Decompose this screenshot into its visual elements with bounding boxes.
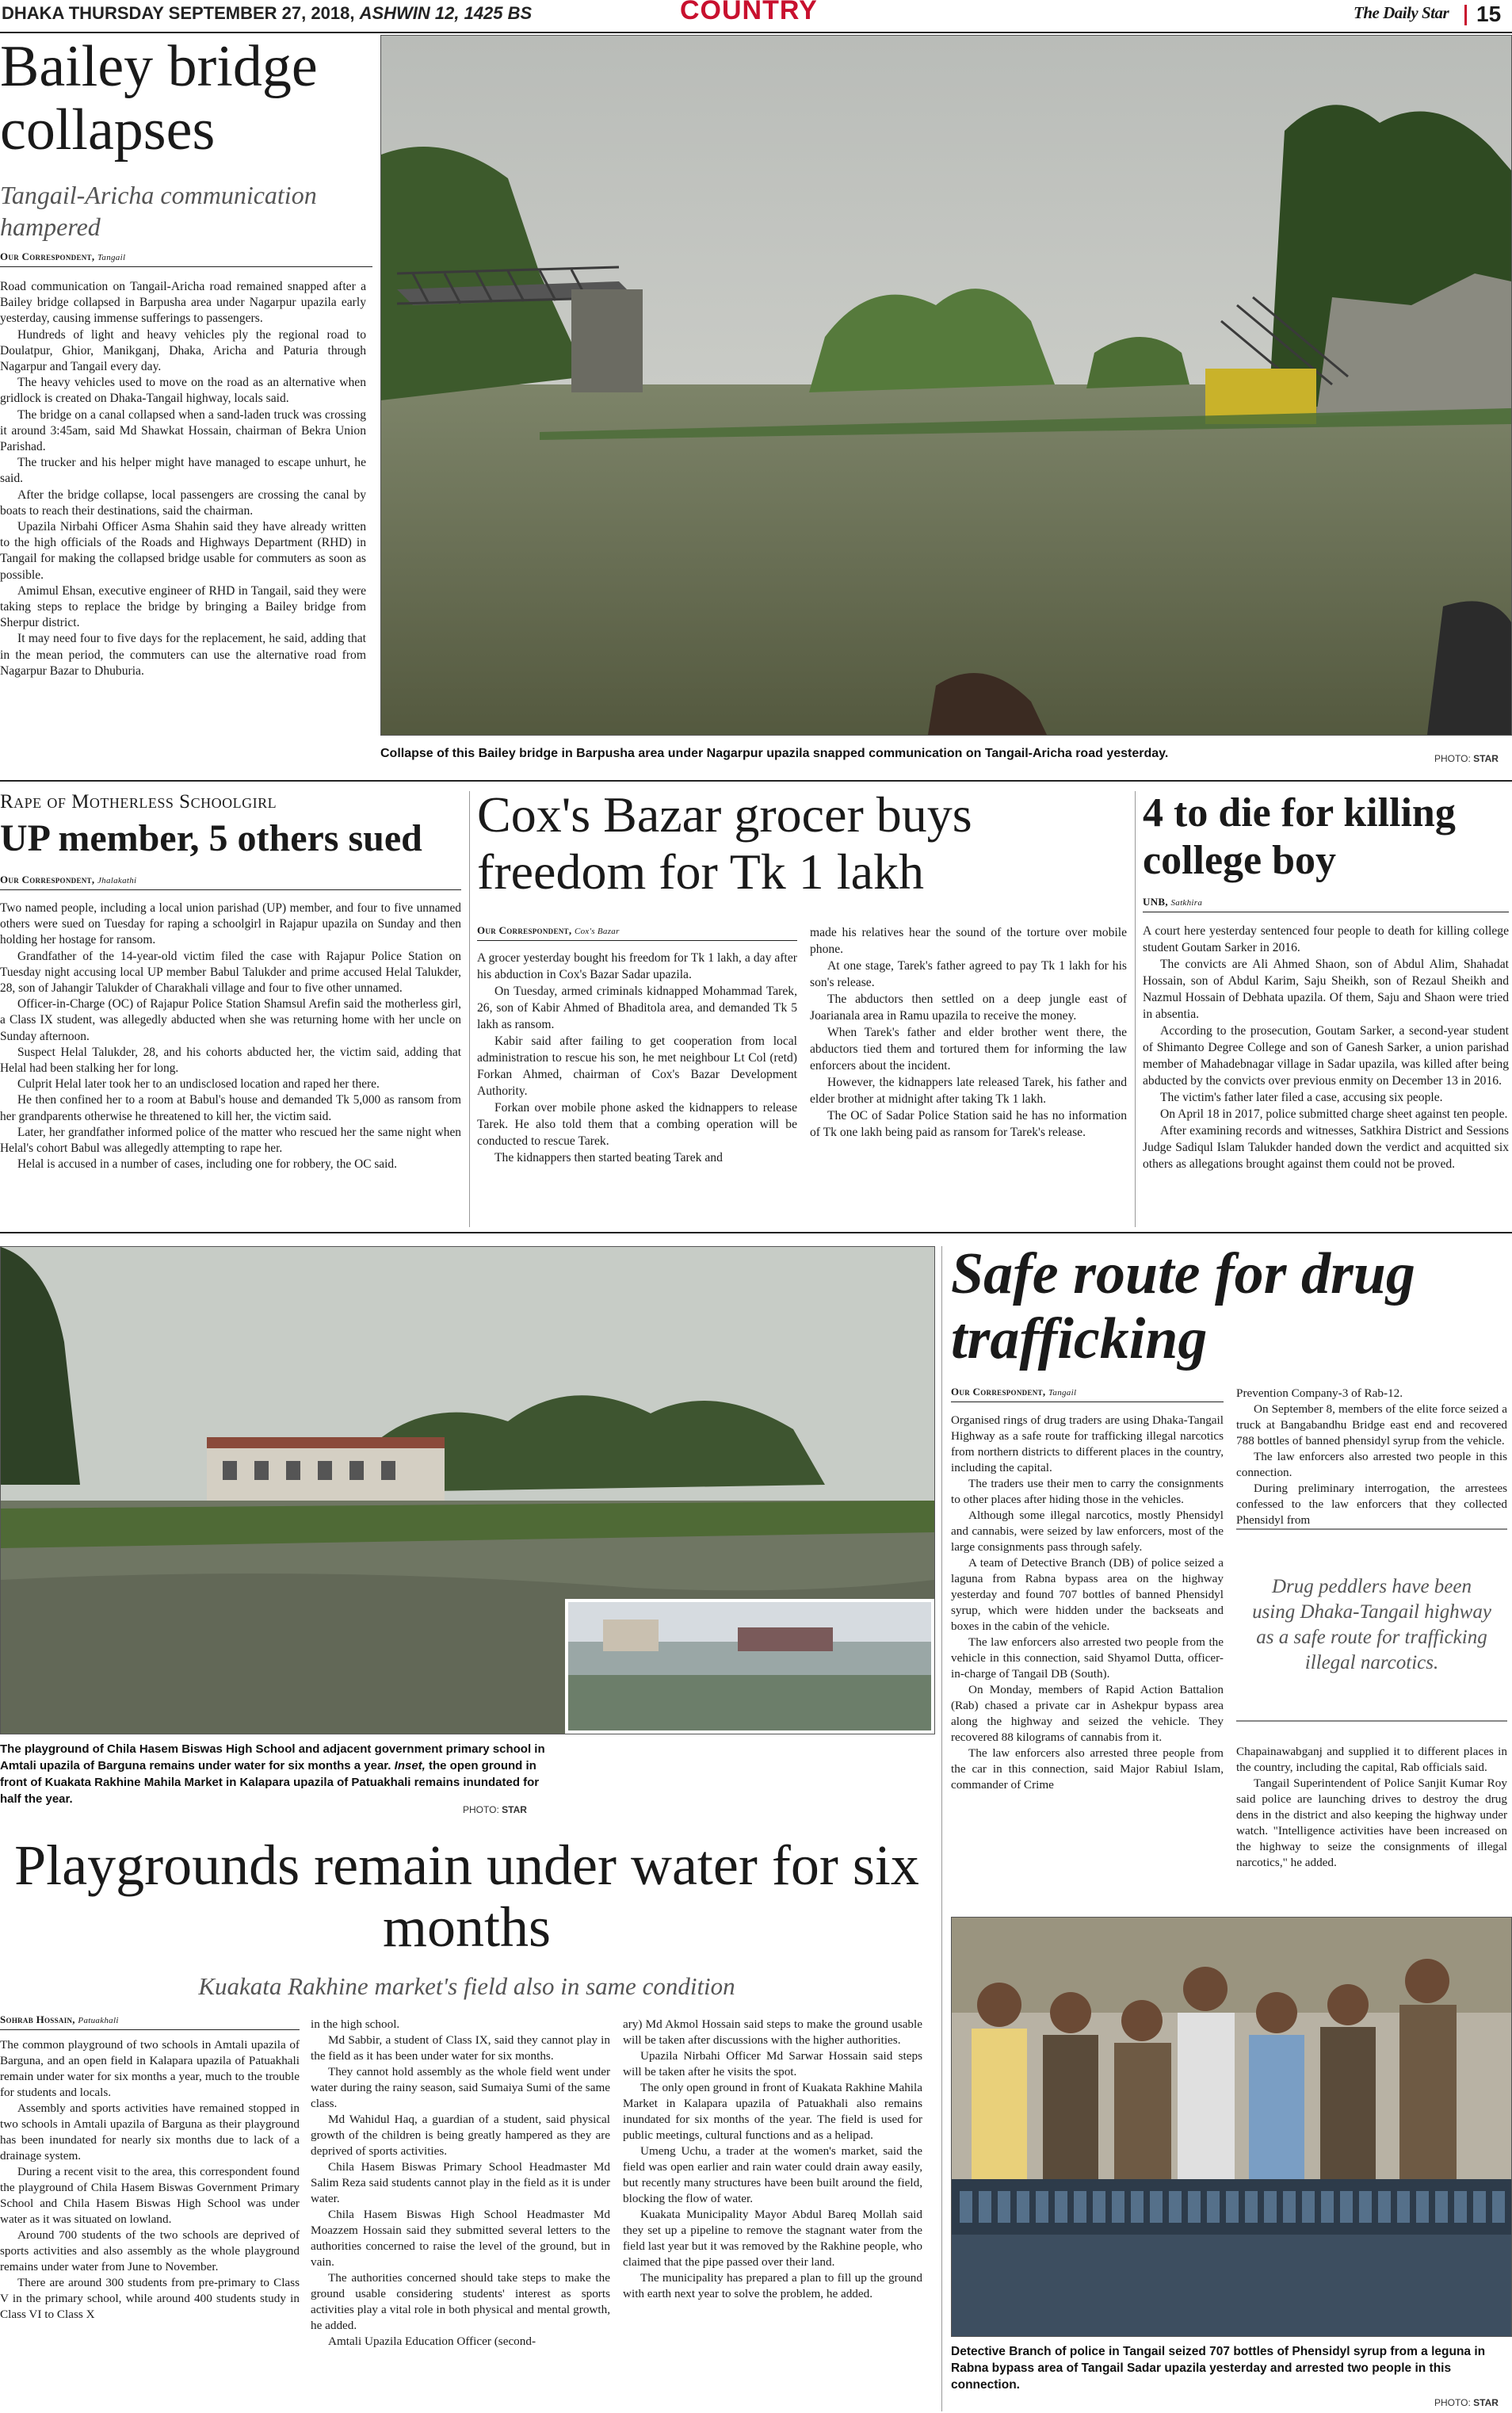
up-kicker: Rape of Motherless Schoolgirl <box>0 791 277 813</box>
coxs-body-col2: made his relatives hear the sound of the torture over mobile phone. At one stage, Tarek's father agreed to pay Tk 1 lakh for his son's release. The abductors then settled on a deep jungle east of Joarianala area in Ramu upazila to receive the money. When Tarek's father and elder brother went there, the abductors tied them and tortured them for informing the law enforcers about the incident. However, the kidnappers late released Tarek, his father and elder brother at midnight after taking Tk 1 lakh. The OC of Sadar Police Station said he has no information of Tk one lakh being paid as ransom for Tarek's release. <box>810 926 1127 1139</box>
drug-byline: Our Correspondent, Tangail <box>951 1386 1224 1402</box>
playground-headline: Playgrounds remain under water for six months <box>14 1834 919 1959</box>
section-rule-2 <box>0 1232 1512 1233</box>
column-rule <box>1135 791 1136 1227</box>
masthead <box>0 0 1512 32</box>
column-rule <box>469 791 470 1227</box>
section-rule-1 <box>0 780 1512 782</box>
newspaper-logo: The Daily Star <box>1354 3 1449 22</box>
playground-byline: Sohrab Hossain, Patuakhali <box>0 2013 300 2030</box>
masthead-rule <box>0 32 1512 33</box>
page-number: 15 <box>1476 2 1502 26</box>
playground-photo <box>0 1246 935 1734</box>
bailey-byline: Our Correspondent, Tangail <box>0 250 372 267</box>
die-headline: 4 to die for killing college boy <box>1143 790 1456 883</box>
drug-pullquote: Drug peddlers have been using Dhaka-Tangail highway as a safe route for trafficking illegal narcotics. <box>1252 1576 1491 1673</box>
drug-caption: Detective Branch of police in Tangail seized 707 bottles of Phensidyl syrup from a leguna in Rabna bypass area of Tangail Sadar upazila yesterday and arrested two people in this connection. <box>951 2345 1486 2392</box>
section-title: COUNTRY <box>680 0 818 25</box>
police-arrest-illustration <box>952 1918 1511 2336</box>
playground-subhead: Kuakata Rakhine market's field also in same condition <box>198 1972 735 2000</box>
drug-body-col2b: Chapainawabganj and supplied it to different places in the country, including the capital, Rab officials said. Tangail Superintendent of Police Sanjit Kumar Roy said police are launching drives to destroy the drug dens in the district and also keeping the highway under watch. "Intelligence activities have been increased on the highway to seize the consignments of illegal narcotics," he added. <box>1236 1745 1507 1869</box>
up-byline: Our Correspondent, Jhalakathi <box>0 874 461 890</box>
coxs-body-col1: A grocer yesterday bought his freedom for Tk 1 lakh, a day after his abduction in Cox's Bazar Sadar upazila. On Tuesday, armed criminals kidnapped Mohammad Tarek, 26, son of Kabir Ahmed of Bhaditola area, and demanded Tk 5 lakh as ransom. Kabir said after failing to get cooperation from local administration to rescue his son, he met neighbour Lt Col (retd) Forkan Ahmed, chairman of Cox's Bazar Development Authority. Forkan over mobile phone asked the kidnappers to release Tarek. He also told them that a combing operation will be conducted to rescue Tarek. The kidnappers then started beating Tarek and <box>477 951 797 1164</box>
bailey-headline: Bailey bridge collapses <box>0 34 318 163</box>
drug-body-col2a: Prevention Company-3 of Rab-12. On September 8, members of the elite force seized a truck at Bangabandhu Bridge east end and recovered 788 bottles of banned phensidyl syrup from the vehicle. The law enforcers also arrested two people in this connection. During preliminary interrogation, the arrestees confessed to the law enforcers that they collected Phensidyl from <box>1236 1386 1507 1527</box>
playground-body-col2: in the high school. Md Sabbir, a student of Class IX, said they cannot play in the field as it has been under water for six months. They cannot hold assembly as the whole field went under water during the rainy season, said Sumaiya Sumi of the same class. Md Wahidul Haq, a guardian of a student, said physical growth of the children is being greatly hampered as they are deprived of sports activities. Chila Hasem Biswas Primary School Headmaster Md Salim Reza said students cannot play in the field as it is under water. Chila Hasem Biswas High School Headmaster Md Moazzem Hossain said they submitted several letters to the authorities concerned to raise the level of the ground, but in vain. The authorities concerned should take steps to make the ground usable considering students' interest as sports activities play a vital role in both physical and mental growth, he added. Amtali Upazila Education Officer (second- <box>311 2017 610 2348</box>
flooded-playground-illustration <box>1 1247 934 1734</box>
page-divider <box>1464 5 1467 25</box>
bailey-caption: Collapse of this Bailey bridge in Barpusha area under Nagarpur upazila snapped communication on Tangail-Aricha road yesterday. <box>380 747 1169 760</box>
bailey-bridge-photo <box>380 35 1512 736</box>
drug-pullquote-box <box>1236 1528 1507 1722</box>
dateline: DHAKA THURSDAY SEPTEMBER 27, 2018, ASHWIN 12, 1425 BS <box>2 3 533 23</box>
up-body: Two named people, including a local union parishad (UP) member, and four to five unnamed others were sued on Tuesday for raping a schoolgirl in Rajapur upazila on Sunday and then holding her hostage for ransom. Grandfather of the 14-year-old victim filed the case with Rajapur Police Station on Tuesday night accusing local UP member Babul Talukder and prime accused Helal Talukder, 28, son of Jahangir Talukder of Charakhali village and four to five other unnamed. Officer-in-Charge (OC) of Rajapur Police Station Shamsul Arefin said the motherless girl, a Class IX student, was allegedly abducted when she was returning home with her uncle on Sunday afternoon. Suspect Helal Talukder, 28, and his cohorts abducted her, the victim said, adding that Helal had been stalking her for long. Culprit Helal later took her to an undisclosed location and raped her there. He then confined her to a room at Babul's house and demanded Tk 5,000 as ransom from her grandparents otherwise he threatened to kill her, the victim said. Later, her grandfather informed police of the matter who rescued her the same night when Helal's cohort Babul was allegedly attempting to rape her. Helal is accused in a number of cases, including one for robbery, the OC said. <box>0 901 461 1172</box>
drug-seizure-photo <box>951 1917 1512 2337</box>
drug-body-col1: Organised rings of drug traders are using Dhaka-Tangail Highway as a safe route for trafficking illegal narcotics from northern districts to different places in the country, including the capital. The traders use their men to carry the consignments to other places after hiding those in the vehicles. Although some illegal narcotics, mostly Phensidyl and cannabis, were seized by law enforcers, most of the large consignments pass through safely. A team of Detective Branch (DB) of police seized a laguna from Rabna bypass area on the highway yesterday and found 707 bottles of banned Phensidyl syrup, which were hidden under the backseats and boxes in the cabin of the vehicle. The law enforcers also arrested two people from the vehicle in this connection, said Shyamol Dutta, officer-in-charge of Tangail DB (South). On Monday, members of Rapid Action Battalion (Rab) chased a private car in Ashekpur bypass area along the highway and seized the vehicle. They recovered 88 kilograms of cannabis from it. The law enforcers also arrested three people from the car in this connection, said Major Rabiul Islam, commander of Crime <box>951 1413 1224 1792</box>
up-headline: UP member, 5 others sued <box>0 817 422 859</box>
column-rule <box>941 1246 942 2411</box>
coxs-headline: Cox's Bazar grocer buys freedom for Tk 1 lakh <box>477 786 972 900</box>
die-body: A court here yesterday sentenced four people to death for killing college student Goutam Sarker in 2016. The convicts are Ali Ahmed Shaon, son of Abdul Alim, Shahadat Hossain, son of Abdul Karim, Saju Sheikh, son of Rezaul Sheikh and Nazmul Hossain of Debhata upazila. Of them, Saju and Shaon were tried in absentia. According to the prosecution, Goutam Sarker, a second-year student of Shimanto Degree College and son of Ganesh Sarker, a union parishad member of Mahadebnagar village in Sadar upazila, was killed after being abducted by the convicts over previous enmity on December 13 in 2016. The victim's father later filed a case, accusing six people. On April 18 in 2017, police submitted charge sheet against ten people. After examining records and witnesses, Satkhira District and Sessions Judge Sadiqul Islam Talukder handed down the verdict and acquitted six others as allegations brought against them could not be proved. <box>1143 924 1509 1171</box>
playground-body-col3: ary) Md Akmol Hossain said steps to make the ground usable will be taken after discussions with the higher authorities. Upazila Nirbahi Officer Md Sarwar Hossain said steps will be taken after he visits the spot. The only open ground in front of Kuakata Rakhine Mahila Market in Kalapara upazila of Patuakhali also remains inundated for six months of the year. The field is used for public meetings, cultural functions and as a helipad. Umeng Uchu, a trader at the women's market, said the field was open earlier and rain water could drain away easily, but recently many structures have been built around the field, blocking the flow of water. Kuakata Municipality Mayor Abdul Bareq Mollah said they set up a pipeline to remove the stagnant water from the field last year but it was removed by the Rakhine people, who claimed that the pipe passed over their land. The municipality has prepared a plan to fill up the ground with earth next year to solve the problem, he added. <box>623 2017 922 2300</box>
playground-body-col1: The common playground of two schools in Amtali upazila of Barguna, and an open field in Kalapara upazila of Patuakhali remain under water for six months a year, much to the trouble for students and locals. Assembly and sports activities have remained stopped in two schools in Amtali upazila of Barguna as their playground has been inundated for nearly six months due to lack of a drainage system. During a recent visit to the area, this correspondent found the playground of Chila Hasem Biswas Government Primary School and Chila Hasem Biswas High School was under water as it was situated on lowland. Around 700 students of the two schools are deprived of sports activities and also assembly as the whole playground remains under water from June to November. There are around 300 students from pre-primary to Class V in the primary school, while around 400 students study in Class VI to Class X <box>0 2038 300 2321</box>
bridge-river-illustration <box>381 36 1511 735</box>
drug-headline: Safe route for drug trafficking <box>951 1241 1415 1371</box>
playground-photo-credit: PHOTO: STAR <box>463 1804 527 1815</box>
drug-photo-credit: PHOTO: STAR <box>1434 2397 1499 2408</box>
bailey-body: Road communication on Tangail-Aricha road remained snapped after a Bailey bridge collapsed in Barpusha area under Nagarpur upazila early yesterday, causing immense sufferings to passengers. Hundreds of light and heavy vehicles ply the regional road to Doulatpur, Ghior, Manikganj, Dhaka, Aricha and Paturia through Nagarpur and Tangail every day. The heavy vehicles used to move on the road as an alternative when gridlock is created on Dhaka-Tangail highway, locals said. The bridge on a canal collapsed when a sand-laden truck was crossing it around 3:45am, said Md Shawkat Hossain, chairman of Bekra Union Parishad. The trucker and his helper might have managed to escape unhurt, he said. After the bridge collapse, local passengers are crossing the canal by boats to reach their destinations, said the chairman. Upazila Nirbahi Officer Asma Shahin said they have already written to the high officials of the Roads and Highways Department (RHD) in Tangail for making the collapsed bridge usable for commuters as soon as possible. Amimul Ehsan, executive engineer of RHD in Tangail, said they were taking steps to replace the bridge by bringing a Bailey bridge from Sherpur district. It may need four to five days for the replacement, he said, adding that in the mean period, the commuters can use the alternative road from Nagarpur Bazar to Dhuburia. <box>0 280 366 678</box>
die-byline: UNB, Satkhira <box>1143 896 1509 912</box>
bailey-subhead: Tangail-Aricha communication hampered <box>0 181 317 241</box>
playground-caption: The playground of Chila Hasem Biswas High School and adjacent government primary school in Amtali upazila of Barguna remains under water for six months a year. Inset, the open ground in front of Kuakata Rakhine Mahila Market in Kalapara upazila of Patuakhali remains inundated for half the year. <box>0 1742 545 1806</box>
coxs-byline: Our Correspondent, Cox's Bazar <box>477 924 797 941</box>
bailey-photo-credit: PHOTO: STAR <box>1434 753 1499 764</box>
